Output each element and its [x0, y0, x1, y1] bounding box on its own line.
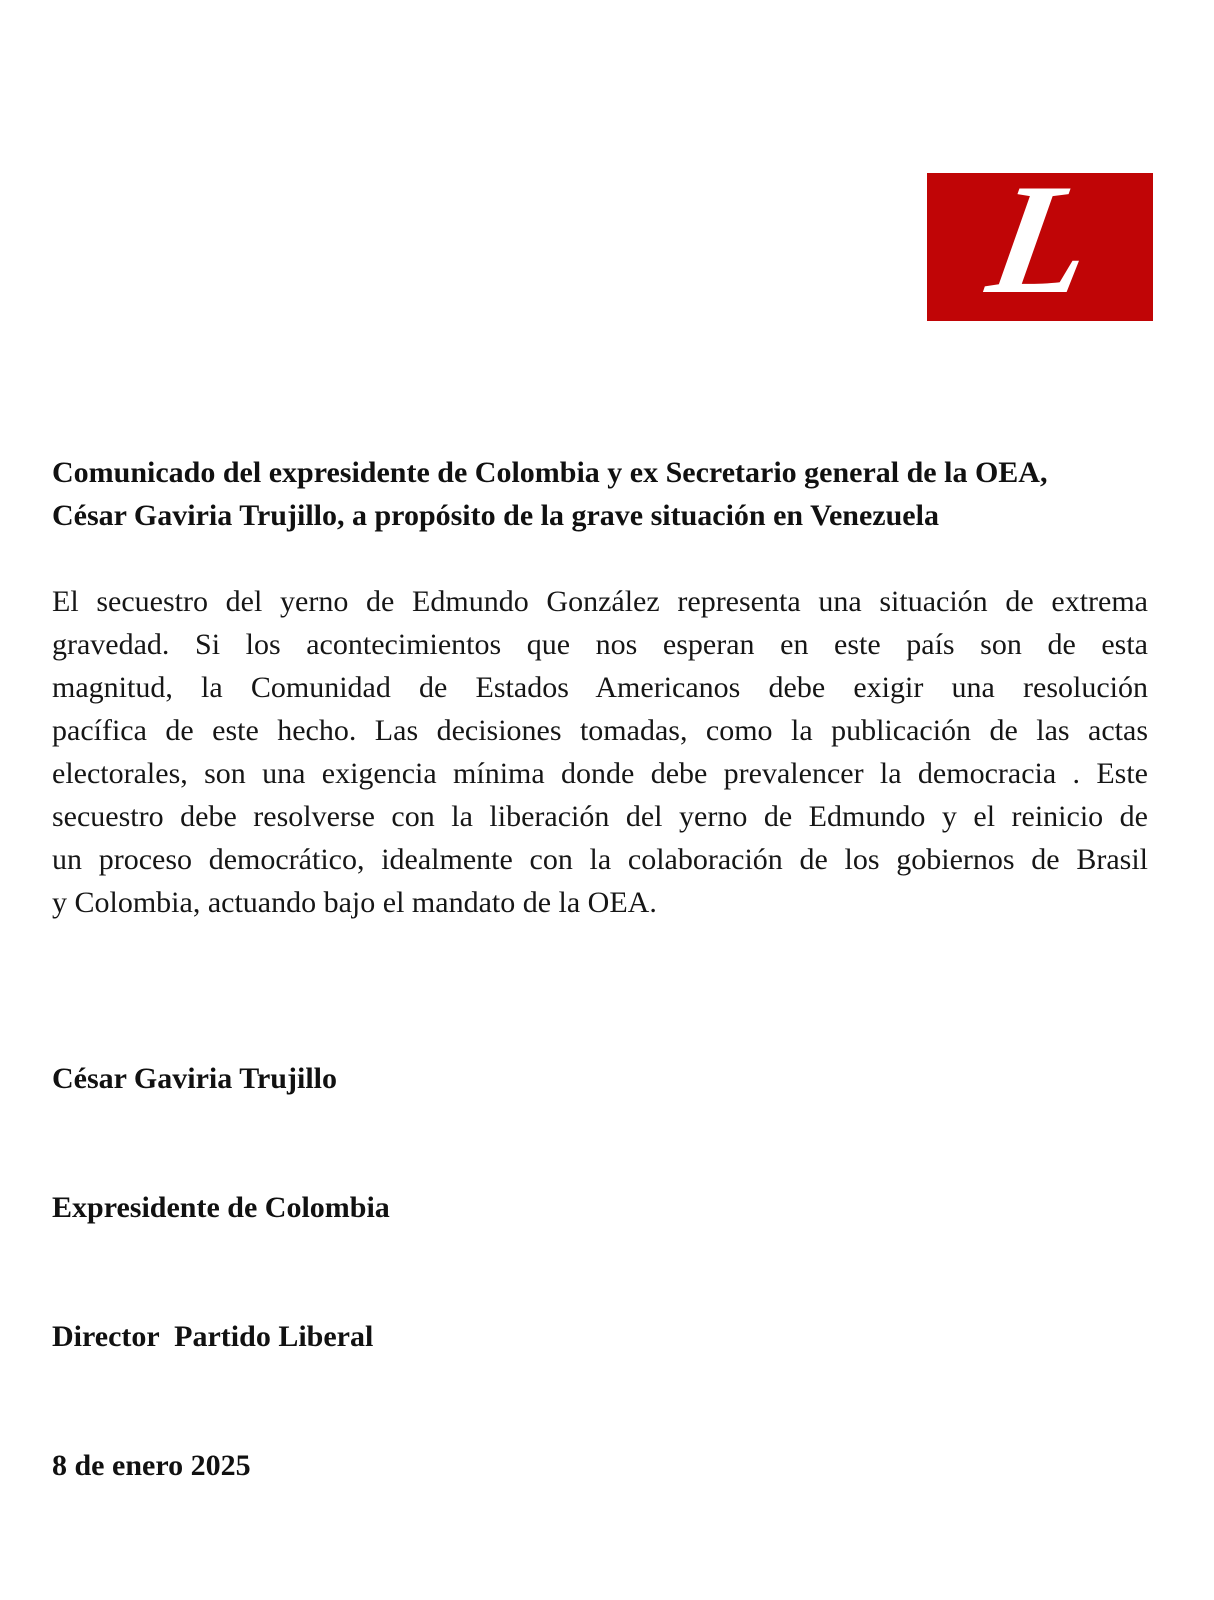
liberal-l-icon: L [977, 152, 1106, 327]
body-line: secuestro debe resolverse con la liberación del yerno de Edmundo y el reinicio de [52, 800, 1148, 833]
body-line: gravedad. Si los acontecimientos que nos esperan en este país son de esta [52, 628, 1148, 661]
signature-name: César Gaviria Trujillo [52, 1062, 337, 1095]
document-title [52, 451, 1047, 537]
signature-role-director: Director Partido Liberal [52, 1320, 374, 1353]
body-line: un proceso democrático, idealmente con la colaboración de los gobiernos de Brasil [52, 843, 1148, 876]
partido-liberal-logo [927, 152, 1153, 327]
body-line-last: y Colombia, actuando bajo el mandato de la OEA. [52, 886, 657, 919]
body-line: pacífica de este hecho. Las decisiones tomadas, como la publicación de las actas [52, 714, 1148, 747]
body-paragraph [52, 580, 1148, 924]
signature-block [52, 971, 390, 1573]
title-line-1: Comunicado del expresidente de Colombia y ex Secretario general de la OEA, [52, 456, 1048, 489]
body-line: magnitud, la Comunidad de Estados Americanos debe exigir una resolución [52, 671, 1148, 704]
signature-role-expresidente: Expresidente de Colombia [52, 1191, 390, 1224]
body-line: electorales, son una exigencia mínima donde debe prevalencer la democracia . Este [52, 757, 1148, 790]
title-line-2: César Gaviria Trujillo, a propósito de la grave situación en Venezuela [52, 499, 939, 532]
body-line: El secuestro del yerno de Edmundo González representa una situación de extrema [52, 585, 1148, 618]
signature-date: 8 de enero 2025 [52, 1449, 251, 1482]
